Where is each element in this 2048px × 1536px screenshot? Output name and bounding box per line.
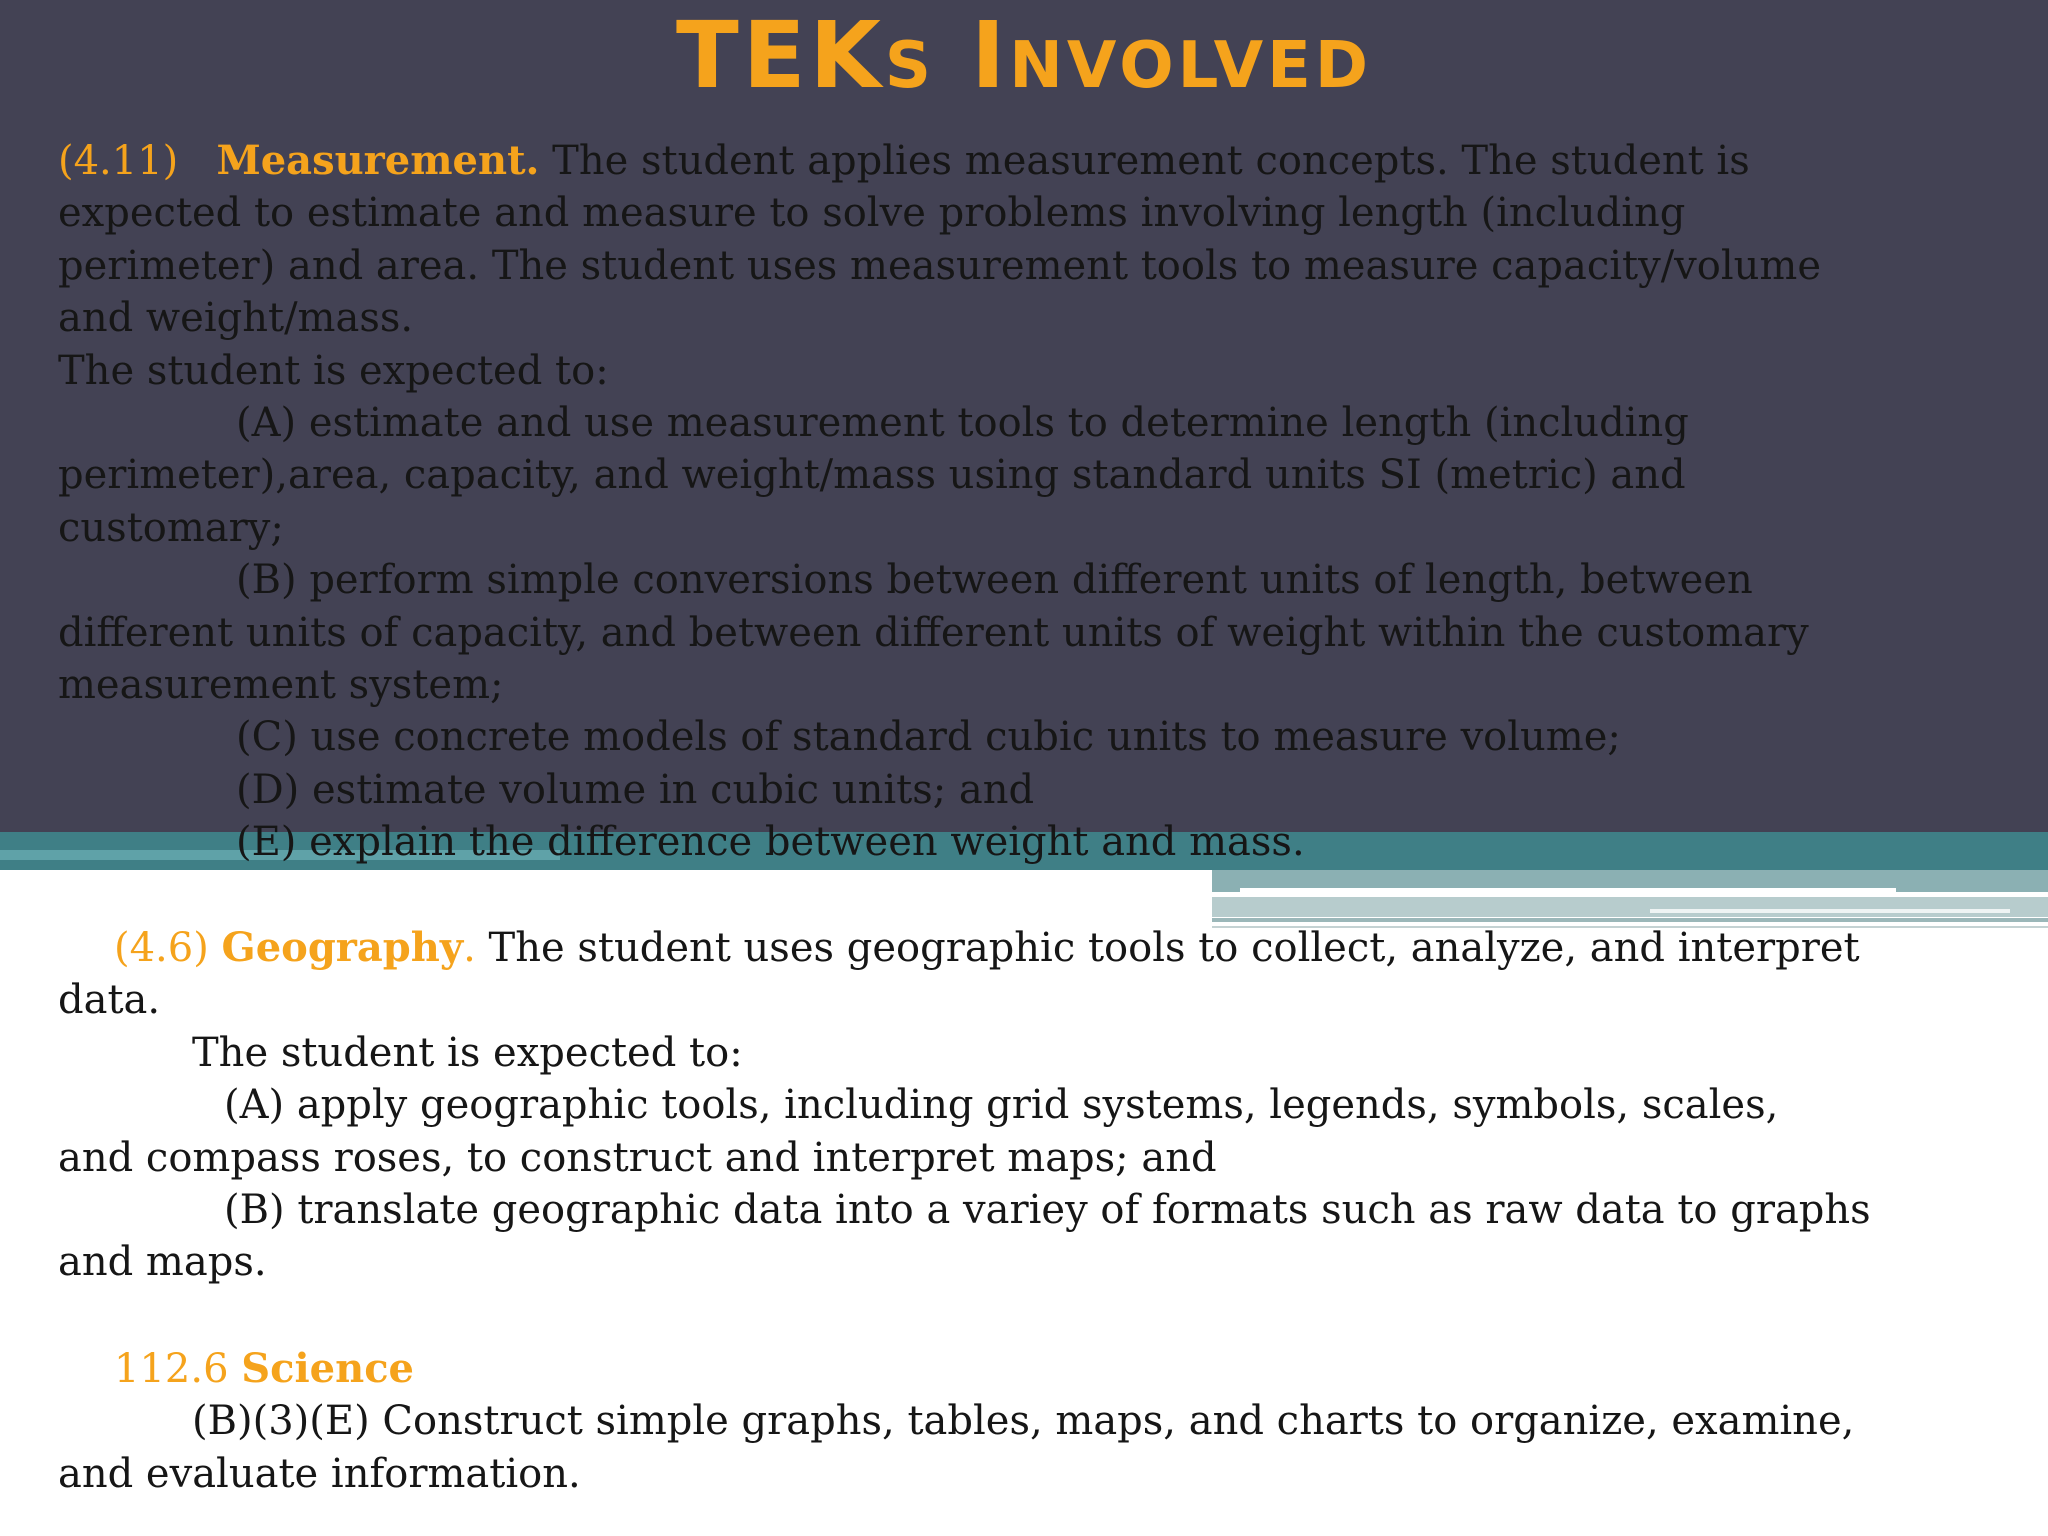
measurement-intro-text: The student applies measurement concepts. The student is [539, 138, 1750, 184]
measurement-section [58, 135, 2018, 868]
science-heading: Science [241, 1345, 415, 1392]
science-code: 112.6 [114, 1346, 229, 1392]
measurement-line-4: and weight/mass. [58, 295, 414, 342]
measurement-item-a-line-2: perimeter),area, capacity, and weight/mass using standard units SI (metric) and [58, 452, 1686, 499]
measurement-item-a-line-3: customary; [58, 504, 284, 551]
science-section [58, 1343, 2018, 1500]
measurement-item-e: (E) explain the difference between weight and mass. [236, 819, 1305, 866]
measurement-line-2: expected to estimate and measure to solve problems involving length (including [58, 190, 1686, 237]
measurement-line-1 [58, 135, 2018, 187]
measurement-code: (4.11) [58, 138, 179, 184]
measurement-expected: The student is expected to: [58, 347, 609, 394]
slide-title: TEKs Involved [676, 2, 1372, 109]
measurement-line-3: perimeter) and area. The student uses measurement tools to measure capacity/volume [58, 242, 1822, 289]
geography-expected: The student is expected to: [192, 1029, 743, 1076]
decorative-stripe [1212, 897, 2048, 917]
measurement-item-a-line-1: (A) estimate and use measurement tools to determine length (including [236, 399, 1689, 446]
science-heading-line [58, 1343, 2018, 1395]
geography-item-a-line-2: and compass roses, to construct and interpret maps; and [58, 1134, 1217, 1181]
geography-line-2: data. [58, 977, 161, 1024]
geography-code: (4.6) [114, 925, 209, 971]
measurement-item-d: (D) estimate volume in cubic units; and [236, 766, 1035, 813]
measurement-heading: Measurement. [216, 137, 540, 184]
science-line-2: and evaluate information. [58, 1450, 581, 1497]
measurement-item-b-line-2: different units of capacity, and between different units of weight within the customary [58, 609, 1809, 656]
decorative-line [1240, 888, 1896, 893]
measurement-item-c: (C) use concrete models of standard cubic units to measure volume; [236, 714, 1621, 761]
geography-section [58, 922, 2018, 1289]
geography-item-a-line-1: (A) apply geographic tools, including grid systems, legends, symbols, scales, [224, 1082, 1779, 1129]
measurement-item-b-line-1: (B) perform simple conversions between different units of length, between [236, 557, 1753, 604]
geography-item-b-line-2: and maps. [58, 1239, 267, 1286]
science-line-1: (B)(3)(E) Construct simple graphs, tables, maps, and charts to organize, examine, [192, 1398, 1855, 1445]
decorative-line [1650, 909, 2010, 913]
geography-line-1 [58, 922, 2018, 974]
geography-item-b-line-1: (B) translate geographic data into a variey of formats such as raw data to graphs [224, 1186, 1871, 1233]
measurement-item-b-line-3: measurement system; [58, 661, 504, 708]
geography-intro-text: The student uses geographic tools to collect, analyze, and interpret [475, 925, 1860, 971]
geography-heading: Geography [221, 924, 464, 971]
geography-heading-dot: . [463, 925, 476, 971]
